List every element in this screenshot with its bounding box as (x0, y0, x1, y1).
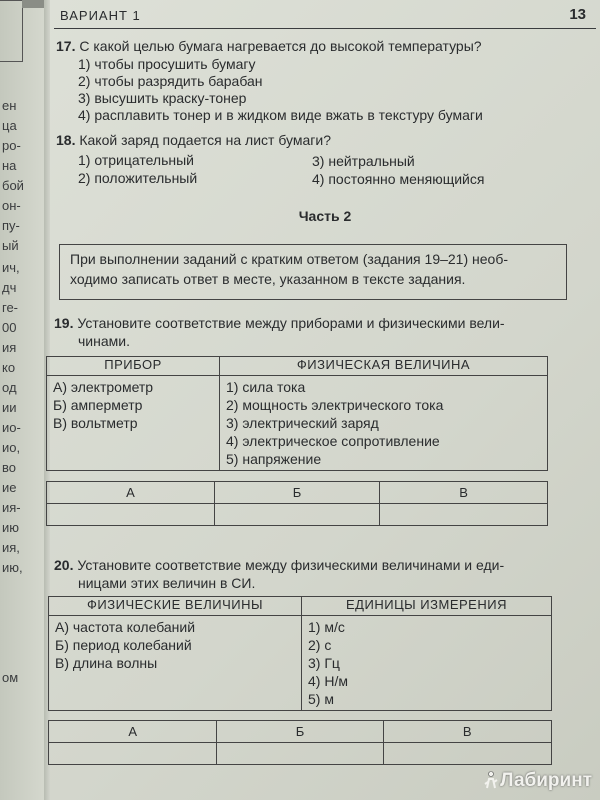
left-page-text-fragment: ия- (2, 500, 21, 515)
left-page-text-fragment: ом (2, 670, 19, 685)
book-page (50, 0, 600, 800)
left-page-text-fragment: ия (2, 340, 17, 355)
left-page-text-fragment: 00 (2, 320, 17, 335)
page-number: 13 (569, 6, 586, 23)
question-20 (54, 557, 504, 574)
question-number: 17. (56, 38, 76, 54)
list-item: Б) период колебаний (55, 637, 192, 653)
list-item: А) электрометр (53, 379, 154, 395)
left-page-text-fragment: ге- (2, 300, 19, 315)
q19-answer-table (46, 481, 548, 526)
list-item: Б) амперметр (53, 397, 143, 413)
left-page-edge (0, 0, 48, 800)
answer-header: А (47, 482, 215, 504)
left-page-frame (0, 0, 23, 62)
labyrinth-logo-icon (484, 771, 498, 789)
q20-answer-table (48, 720, 552, 765)
list-item: 3) Гц (308, 655, 340, 671)
left-page-text-fragment: пу- (2, 218, 20, 233)
left-page-text-fragment: ро- (2, 138, 21, 153)
list-item: 4) Н/м (308, 673, 348, 689)
left-page-text-fragment: ен (2, 98, 17, 113)
question-18 (56, 132, 331, 149)
list-item: 1) м/с (308, 619, 345, 635)
left-column-cell (49, 616, 302, 711)
left-page-text-fragment: дч (2, 280, 17, 295)
q18-option-3: 3) нейтральный (312, 153, 415, 169)
left-page-text-fragment: во (2, 460, 16, 475)
instruction-box (59, 244, 567, 300)
column-header: ПРИБОР (47, 357, 220, 376)
question-text: Какой заряд подается на лист бумаги? (79, 132, 331, 148)
list-item: 5) м (308, 691, 334, 707)
left-page-text-fragment: он- (2, 198, 21, 213)
answer-cell[interactable] (49, 743, 217, 765)
answer-header: А (49, 721, 217, 743)
left-page-text-fragment: ио- (2, 420, 21, 435)
instruction-line: ходимо записать ответ в месте, указанном в тексте задания. (70, 271, 466, 287)
question-text: Установите соответствие между приборами и физическими вели- (77, 315, 505, 331)
instruction-line: При выполнении заданий с кратким ответом (задания 19–21) необ- (70, 251, 508, 267)
question-20-continued: ницами этих величин в СИ. (78, 575, 256, 591)
left-page-text-fragment: ый (2, 238, 19, 253)
column-header: ФИЗИЧЕСКАЯ ВЕЛИЧИНА (220, 357, 548, 376)
left-page-text-fragment: бой (2, 178, 24, 193)
left-page-text-fragment: ию, (2, 560, 23, 575)
left-page-text-fragment: ио, (2, 440, 21, 455)
question-17 (56, 38, 482, 55)
q18-option-1: 1) отрицательный (78, 152, 194, 168)
q17-option-3: 3) высушить краску-тонер (78, 90, 247, 106)
left-page-text-fragment: ич, (2, 260, 20, 275)
left-page-text-fragment: ия, (2, 540, 20, 555)
left-page-text-fragment: на (2, 158, 17, 173)
list-item: 2) мощность электрического тока (226, 397, 444, 413)
left-page-text-fragment: ию (2, 520, 20, 535)
column-header: ФИЗИЧЕСКИЕ ВЕЛИЧИНЫ (49, 597, 302, 616)
list-item: 3) электрический заряд (226, 415, 379, 431)
watermark-text: Лабиринт (500, 770, 592, 791)
right-column-cell (302, 616, 552, 711)
answer-cell[interactable] (214, 504, 379, 526)
question-number: 20. (54, 557, 74, 573)
right-column-cell (220, 376, 548, 471)
answer-header: Б (214, 482, 379, 504)
list-item: В) вольтметр (53, 415, 138, 431)
list-item: 2) с (308, 637, 332, 653)
left-page-text-fragment: ца (2, 118, 17, 133)
left-page-text-fragment: ии (2, 400, 17, 415)
q17-option-1: 1) чтобы просушить бумагу (78, 56, 256, 72)
q18-option-4: 4) постоянно меняющийся (312, 171, 485, 187)
question-19-continued: чинами. (78, 333, 130, 349)
answer-cell[interactable] (383, 743, 552, 765)
left-page-text-fragment: ие (2, 480, 17, 495)
part-title: Часть 2 (298, 208, 352, 224)
left-page-text-fragment: ко (2, 360, 16, 375)
question-19 (54, 315, 505, 332)
answer-header: В (383, 721, 552, 743)
left-column-cell (47, 376, 220, 471)
list-item: 5) напряжение (226, 451, 322, 467)
q17-option-4: 4) расплавить тонер и в жидком виде вжать в текстуру бумаги (78, 107, 483, 123)
q17-option-2: 2) чтобы разрядить барабан (78, 73, 263, 89)
list-item: 1) сила тока (226, 379, 306, 395)
left-page-text-fragment: од (2, 380, 17, 395)
variant-label: ВАРИАНТ 1 (60, 8, 141, 23)
answer-header: В (380, 482, 548, 504)
question-text: Установите соответствие между физическими величинами и еди- (77, 557, 505, 573)
column-header: ЕДИНИЦЫ ИЗМЕРЕНИЯ (302, 597, 552, 616)
question-number: 18. (56, 132, 76, 148)
q19-matching-table (46, 356, 548, 471)
answer-header: Б (217, 721, 383, 743)
question-number: 19. (54, 315, 74, 331)
answer-cell[interactable] (47, 504, 215, 526)
page-header (54, 4, 596, 29)
q20-matching-table (48, 596, 552, 711)
question-text: С какой целью бумага нагревается до высокой температуры? (79, 38, 482, 54)
left-page-header-bar (22, 0, 46, 8)
answer-cell[interactable] (217, 743, 383, 765)
list-item: 4) электрическое сопротивление (226, 433, 440, 449)
list-item: А) частота колебаний (55, 619, 196, 635)
watermark (484, 770, 592, 792)
answer-cell[interactable] (380, 504, 548, 526)
q18-option-2: 2) положительный (78, 170, 198, 186)
list-item: В) длина волны (55, 655, 158, 671)
